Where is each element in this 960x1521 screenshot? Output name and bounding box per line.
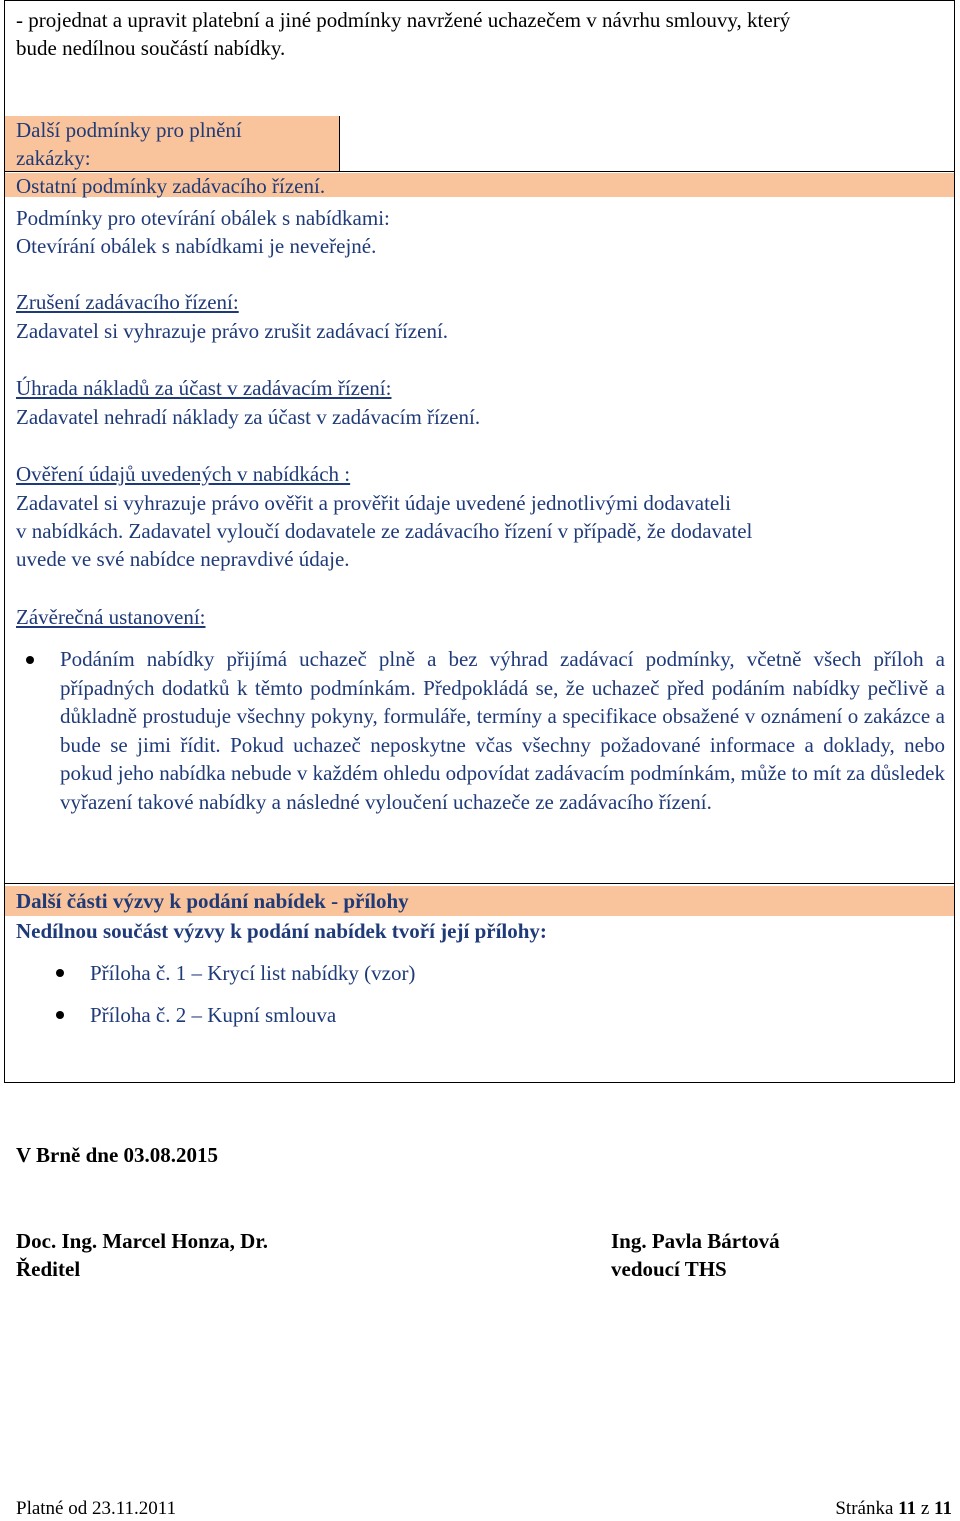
page-current: 11 xyxy=(898,1498,917,1519)
page-prefix: Stránka xyxy=(835,1498,894,1519)
footer-valid-from: Platné od 23.11.2011 xyxy=(16,1498,177,1519)
final-provisions-text: Podáním nabídky přijímá uchazeč plně a bez výhrad zadávací podmínky, včetně všech příloh a případných dodatků k těmto podmínkám. Předpokládá se, že uchazeč před podáním nabídky pečlivě a důkladně prostuduje všechny pokyny, formuláře, termíny a specifikace obsažené v oznámení o zakázce a bude se jimi řídit. Pokud uchazeč neposkytne včas všechny požadované informace a doklady, nebo pokud jeho nabídka nebude v každém ohledu odpovídat zadávacím podmínkám, může to mít za důsledek vyřazení takové nabídky a následné vyloučení uchazeče ze zadávacího řízení. xyxy=(60,647,945,814)
signatory-right-name: Ing. Pavla Bártová xyxy=(611,1229,780,1253)
signatory-left-name: Doc. Ing. Marcel Honza, Dr. xyxy=(16,1229,268,1253)
section-subheading: Ostatní podmínky zadávacího řízení. xyxy=(16,174,326,198)
place-date: V Brně dne 03.08.2015 xyxy=(16,1143,219,1167)
section-divider xyxy=(5,883,954,884)
top-text-line-2: bude nedílnou součástí nabídky. xyxy=(16,36,286,60)
cancel-title: Zrušení zadávacího řízení: xyxy=(16,290,239,314)
verify-text-line-2: v nabídkách. Zadavatel vyloučí dodavatele ze zadávacího řízení v případě, že dodavatel xyxy=(16,519,753,543)
attachments-heading: Další části výzvy k podání nabídek - přílohy xyxy=(16,889,409,913)
costs-text: Zadavatel nehradí náklady za účast v zadávacím řízení. xyxy=(16,405,481,429)
top-text-line-1: - projednat a upravit platební a jiné podmínky navržené uchazečem v návrhu smlouvy, který xyxy=(16,8,791,32)
page-total: 11 xyxy=(934,1498,952,1519)
envelopes-title: Podmínky pro otevírání obálek s nabídkami: xyxy=(16,206,390,230)
bullet-icon xyxy=(56,969,64,977)
section-heading-empty-cell xyxy=(340,116,954,172)
attachment-item-1: Příloha č. 1 – Krycí list nabídky (vzor) xyxy=(90,961,416,985)
attachments-subheading: Nedílnou součást výzvy k podání nabídek tvoří její přílohy: xyxy=(16,919,547,943)
section-heading-line-2: zakázky: xyxy=(16,146,91,170)
verify-text-line-1: Zadavatel si vyhrazuje právo ověřit a prověřit údaje uvedené jednotlivými dodavateli xyxy=(16,491,731,515)
bullet-icon xyxy=(26,656,34,664)
costs-title: Úhrada nákladů za účast v zadávacím řízení: xyxy=(16,376,392,400)
verify-title: Ověření údajů uvedených v nabídkách : xyxy=(16,462,351,486)
section-heading-line-1: Další podmínky pro plnění xyxy=(16,118,242,142)
footer-page-number xyxy=(835,1497,952,1521)
cancel-text: Zadavatel si vyhrazuje právo zrušit zadávací řízení. xyxy=(16,319,449,343)
signatory-right-role: vedoucí THS xyxy=(611,1257,727,1281)
final-provisions-title: Závěrečná ustanovení: xyxy=(16,605,206,629)
bullet-icon xyxy=(56,1011,64,1019)
verify-text-line-3: uvede ve své nabídce nepravdivé údaje. xyxy=(16,547,350,571)
signatory-left-role: Ředitel xyxy=(16,1257,81,1281)
attachment-item-2: Příloha č. 2 – Kupní smlouva xyxy=(90,1003,337,1027)
page-separator: z xyxy=(920,1498,930,1519)
envelopes-text: Otevírání obálek s nabídkami je neveřejné. xyxy=(16,234,377,258)
